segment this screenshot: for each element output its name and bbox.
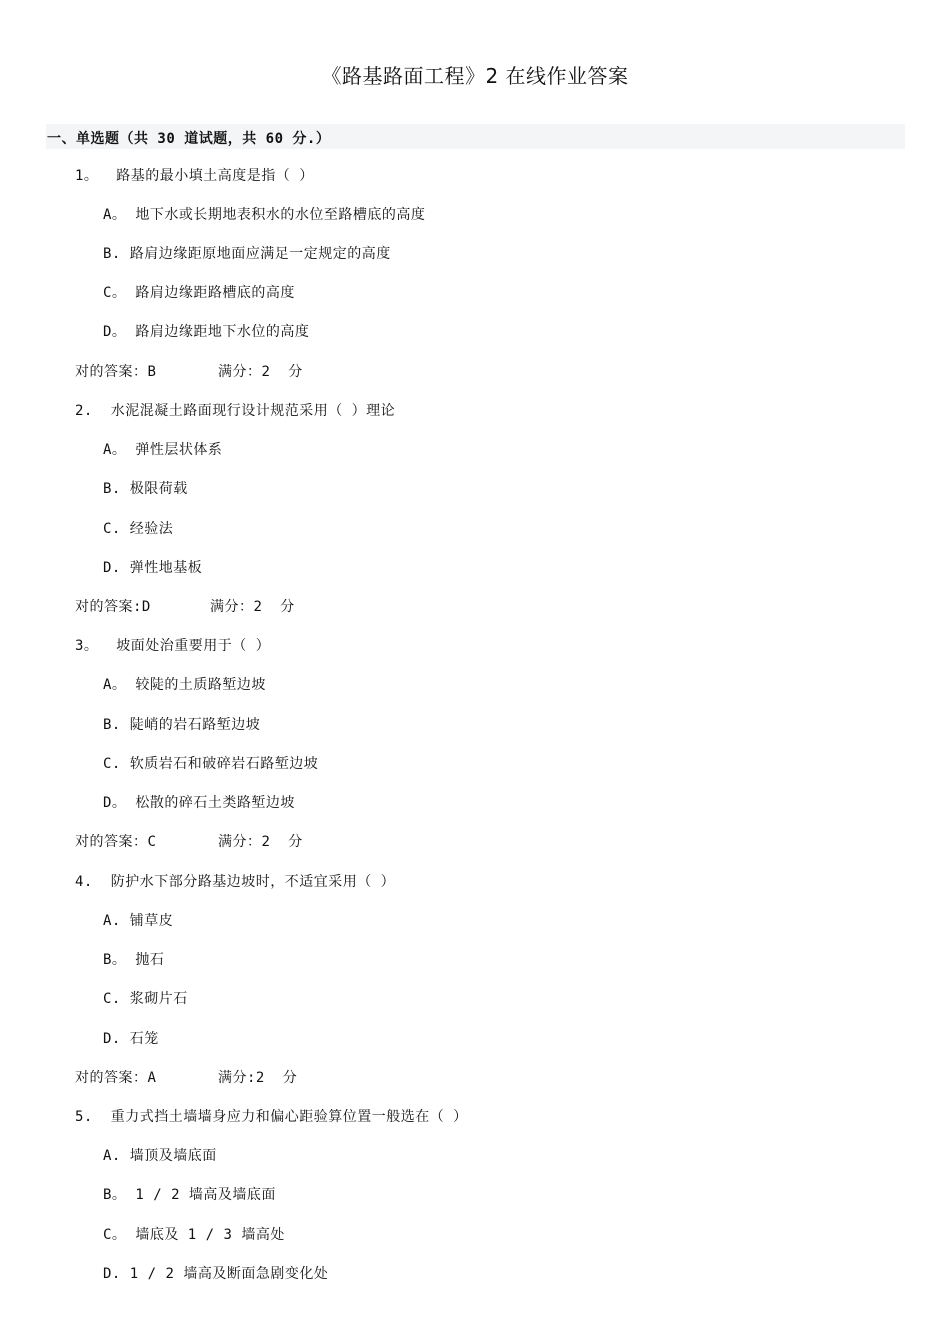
question-4-option-a: A. 铺草皮: [103, 913, 174, 929]
question-5-option-b: B。 1 / 2 墙高及墙底面: [103, 1187, 276, 1203]
question-4-option-b: B。 抛石: [103, 952, 165, 968]
question-2-option-b: B. 极限荷载: [103, 481, 188, 497]
question-1-stem: 1。 路基的最小填土高度是指（ ）: [75, 168, 314, 184]
question-5-option-d: D. 1 / 2 墙高及断面急剧变化处: [103, 1266, 329, 1282]
question-2-stem: 2. 水泥混凝土路面现行设计规范采用（ ）理论: [75, 403, 396, 419]
question-5-option-a: A. 墙顶及墙底面: [103, 1148, 217, 1164]
question-3-answer: 对的答案：C: [75, 834, 157, 850]
question-1-option-a: A。 地下水或长期地表积水的水位至路槽底的高度: [103, 207, 426, 223]
question-4-answer: 对的答案：A: [75, 1070, 157, 1086]
question-1-option-c: C。 路肩边缘距路槽底的高度: [103, 285, 295, 301]
question-4-score: 满分:2 分: [218, 1070, 298, 1086]
question-3-option-c: C. 软质岩石和破碎岩石路堑边坡: [103, 756, 319, 772]
question-2-option-d: D. 弹性地基板: [103, 560, 203, 576]
question-2-option-c: C. 经验法: [103, 521, 174, 537]
question-3-option-b: B. 陡峭的岩石路堑边坡: [103, 717, 261, 733]
question-5-option-c: C。 墙底及 1 / 3 墙高处: [103, 1227, 285, 1243]
document-title: 《路基路面工程》2 在线作业答案: [321, 64, 629, 88]
question-1-score: 满分：2 分: [218, 364, 303, 380]
question-3-stem: 3。 坡面处治重要用于（ ）: [75, 638, 271, 654]
question-2-answer: 对的答案:D: [75, 599, 151, 615]
question-3-option-a: A。 较陡的土质路堑边坡: [103, 677, 266, 693]
question-4-option-c: C. 浆砌片石: [103, 991, 188, 1007]
question-2-score: 满分：2 分: [210, 599, 295, 615]
question-4-option-d: D. 石笼: [103, 1031, 159, 1047]
question-1-option-b: B. 路肩边缘距原地面应满足一定规定的高度: [103, 246, 391, 262]
question-3-score: 满分：2 分: [218, 834, 303, 850]
question-5-stem: 5. 重力式挡土墙墙身应力和偏心距验算位置一般选在（ ）: [75, 1109, 468, 1125]
question-4-stem: 4. 防护水下部分路基边坡时，不适宜采用（ ）: [75, 874, 396, 890]
question-1-option-d: D。 路肩边缘距地下水位的高度: [103, 324, 310, 340]
section-header: 一、单选题（共 30 道试题，共 60 分.）: [47, 131, 331, 147]
question-3-option-d: D。 松散的碎石土类路堑边坡: [103, 795, 295, 811]
question-2-option-a: A。 弹性层状体系: [103, 442, 223, 458]
question-1-answer: 对的答案：B: [75, 364, 157, 380]
